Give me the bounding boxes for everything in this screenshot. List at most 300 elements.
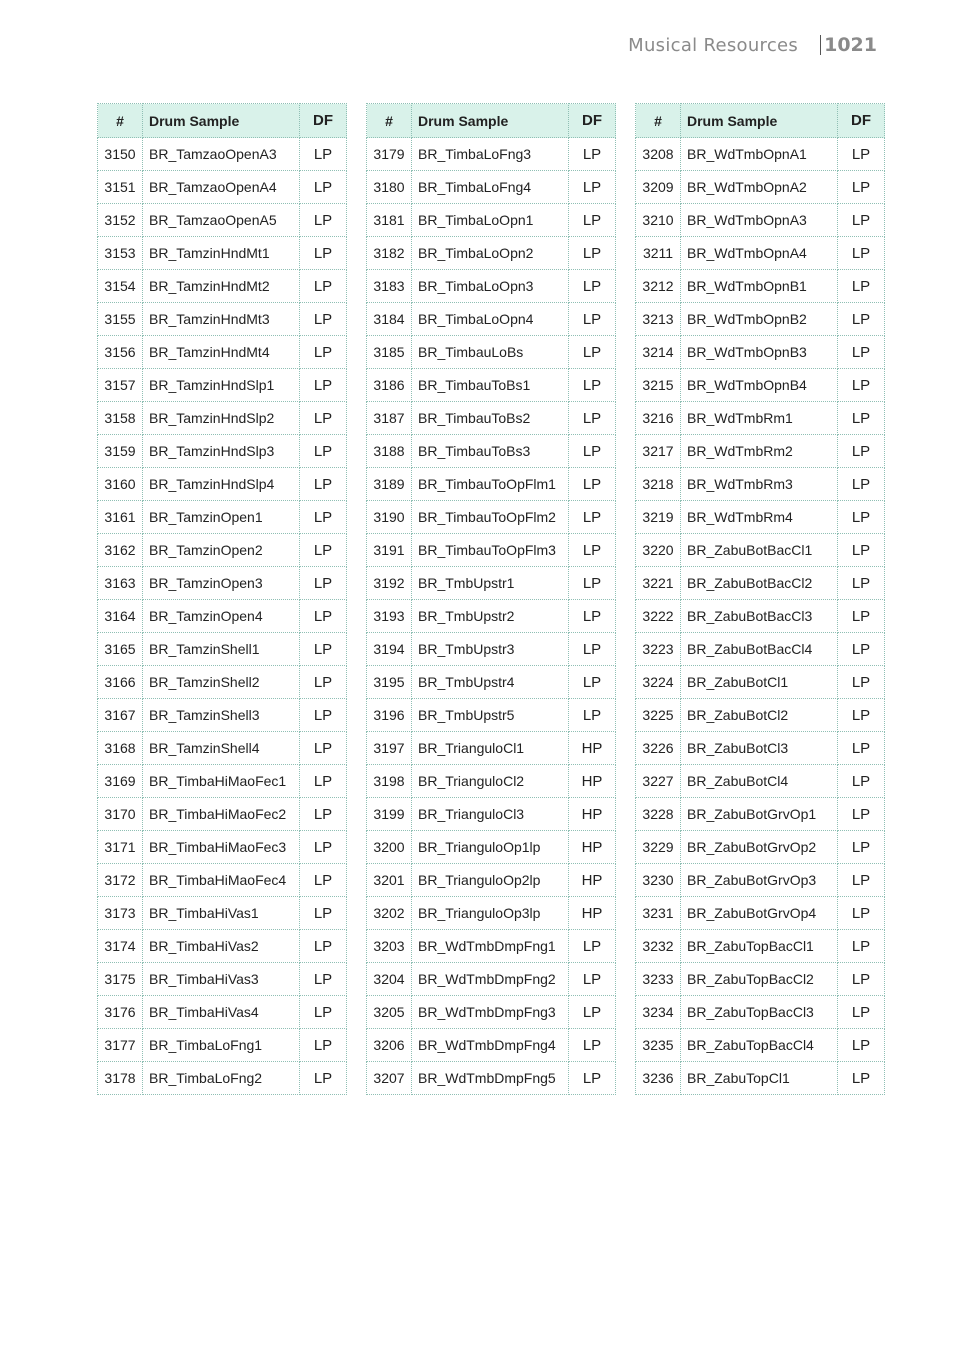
sample-name: BR_TamzinShell4 (143, 732, 300, 765)
sample-df: LP (569, 336, 616, 369)
sample-name: BR_TamzaoOpenA5 (143, 204, 300, 237)
table-row (636, 765, 885, 798)
sample-number: 3209 (636, 171, 681, 204)
table-row (98, 435, 347, 468)
sample-name: BR_TmbUpstr4 (412, 666, 569, 699)
sample-df: LP (838, 204, 885, 237)
sample-number: 3225 (636, 699, 681, 732)
sample-df: LP (838, 897, 885, 930)
sample-number: 3187 (367, 402, 412, 435)
table-row (98, 171, 347, 204)
sample-df: LP (569, 633, 616, 666)
table-row (367, 897, 616, 930)
sample-df: LP (569, 666, 616, 699)
table-row (367, 864, 616, 897)
sample-df: LP (300, 600, 347, 633)
col-header-number: # (636, 104, 681, 138)
sample-number: 3226 (636, 732, 681, 765)
sample-name: BR_WdTmbOpnB3 (681, 336, 838, 369)
sample-df: LP (569, 567, 616, 600)
sample-name: BR_TrianguloOp3lp (412, 897, 569, 930)
table-row (367, 798, 616, 831)
sample-df: LP (300, 567, 347, 600)
sample-df: LP (300, 138, 347, 171)
col-header-drum-sample: Drum Sample (143, 104, 300, 138)
table-row (98, 1029, 347, 1062)
sample-df: LP (300, 864, 347, 897)
table-row (636, 567, 885, 600)
sample-name: BR_WdTmbDmpFng1 (412, 930, 569, 963)
sample-number: 3190 (367, 501, 412, 534)
sample-number: 3175 (98, 963, 143, 996)
table-row (636, 1029, 885, 1062)
sample-name: BR_TimbaHiMaoFec2 (143, 798, 300, 831)
table-row (98, 666, 347, 699)
sample-name: BR_TamzinHndSlp4 (143, 468, 300, 501)
sample-name: BR_WdTmbOpnA2 (681, 171, 838, 204)
table-row (367, 1062, 616, 1095)
sample-df: LP (838, 534, 885, 567)
sample-df: LP (838, 435, 885, 468)
drum-table-1 (97, 103, 347, 1095)
sample-name: BR_ZabuTopBacCl1 (681, 930, 838, 963)
sample-number: 3200 (367, 831, 412, 864)
sample-name: BR_TimbaHiMaoFec3 (143, 831, 300, 864)
sample-number: 3184 (367, 303, 412, 336)
table-row (636, 171, 885, 204)
table-row (367, 336, 616, 369)
sample-name: BR_TimbauToOpFlm1 (412, 468, 569, 501)
sample-number: 3169 (98, 765, 143, 798)
sample-number: 3222 (636, 600, 681, 633)
table-row (98, 303, 347, 336)
sample-number: 3164 (98, 600, 143, 633)
sample-df: LP (838, 402, 885, 435)
sample-number: 3192 (367, 567, 412, 600)
sample-df: LP (569, 369, 616, 402)
sample-number: 3176 (98, 996, 143, 1029)
sample-df: LP (300, 1029, 347, 1062)
sample-df: LP (300, 666, 347, 699)
table-row (367, 501, 616, 534)
table-row (367, 732, 616, 765)
sample-df: LP (300, 303, 347, 336)
table-row (98, 270, 347, 303)
sample-name: BR_TimbaHiMaoFec4 (143, 864, 300, 897)
col-header-number: # (98, 104, 143, 138)
sample-df: LP (569, 270, 616, 303)
table-row (367, 699, 616, 732)
table-row (636, 270, 885, 303)
sample-number: 3155 (98, 303, 143, 336)
sample-name: BR_ZabuBotBacCl4 (681, 633, 838, 666)
sample-number: 3198 (367, 765, 412, 798)
sample-name: BR_TimbaHiVas3 (143, 963, 300, 996)
sample-df: LP (569, 1062, 616, 1095)
sample-name: BR_TimbaHiVas1 (143, 897, 300, 930)
table-row (367, 435, 616, 468)
table-row (98, 600, 347, 633)
sample-df: LP (300, 930, 347, 963)
sample-df: LP (300, 402, 347, 435)
sample-df: LP (838, 798, 885, 831)
table-row (98, 534, 347, 567)
sample-df: HP (569, 732, 616, 765)
sample-name: BR_TimbaHiMaoFec1 (143, 765, 300, 798)
table-row (98, 699, 347, 732)
sample-number: 3228 (636, 798, 681, 831)
sample-name: BR_TimbauToOpFlm3 (412, 534, 569, 567)
sample-name: BR_WdTmbDmpFng4 (412, 1029, 569, 1062)
drum-table-3 (635, 103, 885, 1095)
sample-name: BR_TimbaLoOpn3 (412, 270, 569, 303)
sample-df: LP (300, 534, 347, 567)
sample-number: 3152 (98, 204, 143, 237)
sample-name: BR_TamzinHndMt3 (143, 303, 300, 336)
sample-df: LP (300, 1062, 347, 1095)
table-row (367, 171, 616, 204)
table-row (98, 567, 347, 600)
sample-df: LP (838, 996, 885, 1029)
sample-name: BR_ZabuBotCl4 (681, 765, 838, 798)
sample-df: LP (300, 468, 347, 501)
table-row (636, 600, 885, 633)
sample-number: 3235 (636, 1029, 681, 1062)
sample-df: LP (838, 732, 885, 765)
sample-df: LP (569, 501, 616, 534)
table-row (98, 501, 347, 534)
table-row (367, 138, 616, 171)
sample-df: LP (569, 303, 616, 336)
table-row (636, 138, 885, 171)
table-row (367, 270, 616, 303)
sample-number: 3206 (367, 1029, 412, 1062)
header-divider (820, 35, 821, 55)
table-row (98, 633, 347, 666)
table-row (367, 633, 616, 666)
col-header-df: DF (838, 104, 885, 138)
sample-name: BR_TimbauLoBs (412, 336, 569, 369)
drum-table-2 (366, 103, 616, 1095)
sample-number: 3236 (636, 1062, 681, 1095)
sample-df: LP (569, 1029, 616, 1062)
sample-name: BR_WdTmbRm4 (681, 501, 838, 534)
sample-df: LP (838, 237, 885, 270)
sample-name: BR_TamzinOpen2 (143, 534, 300, 567)
sample-number: 3170 (98, 798, 143, 831)
sample-df: LP (838, 1062, 885, 1095)
sample-df: LP (569, 171, 616, 204)
sample-number: 3218 (636, 468, 681, 501)
table-row (98, 864, 347, 897)
sample-name: BR_WdTmbRm2 (681, 435, 838, 468)
table-row (636, 996, 885, 1029)
table-row (636, 303, 885, 336)
sample-df: LP (569, 468, 616, 501)
table-row (98, 1062, 347, 1095)
sample-name: BR_TamzinHndSlp1 (143, 369, 300, 402)
sample-number: 3196 (367, 699, 412, 732)
sample-number: 3201 (367, 864, 412, 897)
sample-name: BR_WdTmbOpnA1 (681, 138, 838, 171)
table-row (367, 402, 616, 435)
sample-number: 3210 (636, 204, 681, 237)
sample-name: BR_TamzaoOpenA3 (143, 138, 300, 171)
table-row (98, 732, 347, 765)
sample-name: BR_WdTmbOpnB2 (681, 303, 838, 336)
table-row (636, 732, 885, 765)
table-row (636, 336, 885, 369)
sample-name: BR_ZabuTopBacCl3 (681, 996, 838, 1029)
sample-number: 3203 (367, 930, 412, 963)
sample-number: 3178 (98, 1062, 143, 1095)
table-row (636, 435, 885, 468)
sample-number: 3181 (367, 204, 412, 237)
sample-number: 3157 (98, 369, 143, 402)
sample-name: BR_WdTmbDmpFng3 (412, 996, 569, 1029)
sample-df: LP (569, 996, 616, 1029)
table-row (636, 633, 885, 666)
sample-df: LP (838, 270, 885, 303)
table-row (367, 600, 616, 633)
sample-number: 3211 (636, 237, 681, 270)
sample-name: BR_TmbUpstr1 (412, 567, 569, 600)
sample-number: 3182 (367, 237, 412, 270)
sample-df: LP (300, 336, 347, 369)
sample-name: BR_TamzinHndSlp3 (143, 435, 300, 468)
table-row (636, 699, 885, 732)
table-row (367, 369, 616, 402)
sample-df: LP (838, 171, 885, 204)
sample-name: BR_TimbaLoFng2 (143, 1062, 300, 1095)
table-row (98, 336, 347, 369)
table-row (636, 897, 885, 930)
table-row (636, 204, 885, 237)
table-row (367, 1029, 616, 1062)
sample-number: 3150 (98, 138, 143, 171)
sample-df: LP (838, 468, 885, 501)
sample-number: 3202 (367, 897, 412, 930)
sample-number: 3213 (636, 303, 681, 336)
sample-df: LP (838, 864, 885, 897)
section-title: Musical Resources (628, 34, 799, 56)
table-row (367, 831, 616, 864)
sample-name: BR_TimbaLoOpn2 (412, 237, 569, 270)
sample-number: 3221 (636, 567, 681, 600)
sample-number: 3223 (636, 633, 681, 666)
sample-df: LP (300, 237, 347, 270)
sample-number: 3204 (367, 963, 412, 996)
table-row (98, 369, 347, 402)
sample-number: 3205 (367, 996, 412, 1029)
sample-df: LP (838, 303, 885, 336)
sample-df: LP (838, 699, 885, 732)
sample-number: 3217 (636, 435, 681, 468)
table-row (636, 534, 885, 567)
sample-name: BR_TrianguloCl3 (412, 798, 569, 831)
sample-number: 3172 (98, 864, 143, 897)
sample-name: BR_TamzinHndMt1 (143, 237, 300, 270)
sample-name: BR_TimbaHiVas4 (143, 996, 300, 1029)
table-row (367, 930, 616, 963)
sample-df: LP (300, 369, 347, 402)
sample-number: 3171 (98, 831, 143, 864)
sample-df: LP (838, 501, 885, 534)
sample-number: 3162 (98, 534, 143, 567)
sample-name: BR_WdTmbRm3 (681, 468, 838, 501)
sample-df: LP (569, 699, 616, 732)
sample-name: BR_TimbaLoOpn4 (412, 303, 569, 336)
sample-name: BR_TimbaLoFng4 (412, 171, 569, 204)
sample-number: 3194 (367, 633, 412, 666)
table-row (98, 402, 347, 435)
page-number: 1021 (824, 34, 877, 56)
table-row (367, 237, 616, 270)
sample-df: LP (300, 270, 347, 303)
table-row (367, 567, 616, 600)
table-row (636, 798, 885, 831)
table-row (98, 831, 347, 864)
sample-df: LP (300, 798, 347, 831)
sample-df: LP (569, 930, 616, 963)
table-row (636, 468, 885, 501)
sample-name: BR_TamzinShell2 (143, 666, 300, 699)
col-header-drum-sample: Drum Sample (412, 104, 569, 138)
table-row (636, 1062, 885, 1095)
sample-name: BR_ZabuTopBacCl2 (681, 963, 838, 996)
table-row (98, 204, 347, 237)
col-header-df: DF (300, 104, 347, 138)
sample-name: BR_ZabuBotGrvOp2 (681, 831, 838, 864)
sample-df: LP (569, 402, 616, 435)
sample-number: 3159 (98, 435, 143, 468)
sample-number: 3166 (98, 666, 143, 699)
col-header-number: # (367, 104, 412, 138)
sample-name: BR_WdTmbOpnA4 (681, 237, 838, 270)
sample-df: LP (300, 633, 347, 666)
sample-name: BR_TimbauToOpFlm2 (412, 501, 569, 534)
sample-df: LP (300, 435, 347, 468)
table-row (636, 402, 885, 435)
sample-number: 3158 (98, 402, 143, 435)
sample-number: 3151 (98, 171, 143, 204)
sample-df: LP (838, 765, 885, 798)
sample-df: LP (569, 204, 616, 237)
sample-df: LP (300, 699, 347, 732)
sample-number: 3193 (367, 600, 412, 633)
sample-number: 3207 (367, 1062, 412, 1095)
sample-number: 3186 (367, 369, 412, 402)
sample-df: HP (569, 765, 616, 798)
sample-df: LP (300, 765, 347, 798)
sample-number: 3177 (98, 1029, 143, 1062)
sample-name: BR_ZabuBotCl3 (681, 732, 838, 765)
sample-name: BR_TamzinOpen3 (143, 567, 300, 600)
sample-name: BR_TamzinHndSlp2 (143, 402, 300, 435)
sample-df: LP (300, 996, 347, 1029)
sample-df: HP (569, 831, 616, 864)
sample-df: LP (838, 831, 885, 864)
sample-df: LP (838, 567, 885, 600)
sample-df: LP (300, 831, 347, 864)
sample-name: BR_TamzinOpen4 (143, 600, 300, 633)
sample-df: HP (569, 864, 616, 897)
sample-name: BR_ZabuTopCl1 (681, 1062, 838, 1095)
sample-name: BR_WdTmbDmpFng5 (412, 1062, 569, 1095)
sample-number: 3173 (98, 897, 143, 930)
sample-number: 3199 (367, 798, 412, 831)
sample-number: 3230 (636, 864, 681, 897)
sample-name: BR_TmbUpstr2 (412, 600, 569, 633)
sample-number: 3165 (98, 633, 143, 666)
sample-name: BR_ZabuBotBacCl3 (681, 600, 838, 633)
sample-number: 3191 (367, 534, 412, 567)
sample-df: LP (569, 138, 616, 171)
sample-name: BR_TrianguloOp2lp (412, 864, 569, 897)
table-row (367, 204, 616, 237)
sample-name: BR_TimbauToBs3 (412, 435, 569, 468)
page-header (628, 33, 877, 57)
table-row (367, 765, 616, 798)
sample-number: 3185 (367, 336, 412, 369)
sample-df: HP (569, 897, 616, 930)
sample-name: BR_TimbaLoFng1 (143, 1029, 300, 1062)
sample-number: 3183 (367, 270, 412, 303)
sample-name: BR_TrianguloOp1lp (412, 831, 569, 864)
sample-number: 3174 (98, 930, 143, 963)
sample-number: 3232 (636, 930, 681, 963)
sample-df: LP (838, 666, 885, 699)
table-row (98, 996, 347, 1029)
sample-df: LP (569, 435, 616, 468)
sample-df: LP (300, 171, 347, 204)
sample-number: 3224 (636, 666, 681, 699)
col-header-df: DF (569, 104, 616, 138)
sample-number: 3229 (636, 831, 681, 864)
sample-number: 3212 (636, 270, 681, 303)
sample-number: 3197 (367, 732, 412, 765)
sample-number: 3179 (367, 138, 412, 171)
sample-df: LP (838, 336, 885, 369)
table-row (367, 468, 616, 501)
sample-number: 3220 (636, 534, 681, 567)
table-row (636, 666, 885, 699)
sample-name: BR_TamzaoOpenA4 (143, 171, 300, 204)
sample-number: 3188 (367, 435, 412, 468)
sample-name: BR_TamzinShell1 (143, 633, 300, 666)
sample-number: 3216 (636, 402, 681, 435)
sample-number: 3167 (98, 699, 143, 732)
sample-number: 3233 (636, 963, 681, 996)
col-header-drum-sample: Drum Sample (681, 104, 838, 138)
sample-name: BR_ZabuTopBacCl4 (681, 1029, 838, 1062)
sample-df: LP (569, 963, 616, 996)
table-row (98, 468, 347, 501)
table-row (98, 138, 347, 171)
sample-df: LP (838, 930, 885, 963)
sample-number: 3195 (367, 666, 412, 699)
sample-name: BR_TamzinOpen1 (143, 501, 300, 534)
sample-name: BR_TimbaHiVas2 (143, 930, 300, 963)
sample-name: BR_ZabuBotBacCl1 (681, 534, 838, 567)
table-row (367, 534, 616, 567)
sample-name: BR_TamzinHndMt2 (143, 270, 300, 303)
table-row (98, 930, 347, 963)
sample-name: BR_WdTmbOpnB1 (681, 270, 838, 303)
table-row (98, 963, 347, 996)
sample-number: 3227 (636, 765, 681, 798)
sample-number: 3214 (636, 336, 681, 369)
